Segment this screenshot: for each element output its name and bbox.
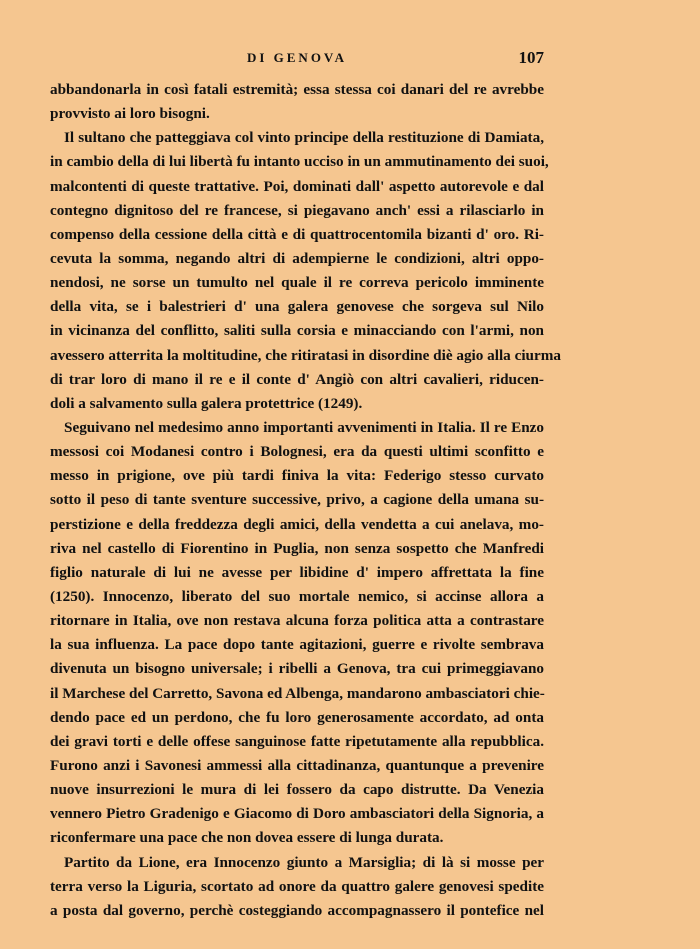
- text-line: di trar loro di mano il re e il conte d' Angiò con altri cavalieri, riducen-: [50, 370, 544, 388]
- text-line: provvisto ai loro bisogni.: [50, 105, 210, 123]
- text-line: Seguivano nel medesimo anno importanti avvenimenti in Italia. Il re Enzo: [64, 418, 544, 436]
- text-line: Furono anzi i Savonesi ammessi alla cittadinanza, quantunque a prevenire: [50, 756, 544, 774]
- paragraph: [50, 78, 544, 126]
- text-line: dendo pace ed un perdono, che fu loro generosamente accordato, ad onta: [50, 708, 544, 726]
- text-line: divenuta un bisogno universale; i ribelli a Genova, tra cui primeggiavano: [50, 660, 544, 678]
- text-line: riconfermare una pace che non dovea essere di lunga durata.: [50, 829, 444, 847]
- page-header: [50, 48, 544, 72]
- text-line: messo in prigione, ove più tardi finiva la vita: Federigo stesso curvato: [50, 467, 544, 485]
- text-line: (1250). Innocenzo, liberato del suo mortale nemico, si accinse allora a: [50, 587, 544, 605]
- text-line: dei gravi torti e delle offese sanguinose fatte ripetutamente alla repubblica.: [50, 732, 544, 750]
- text-line: nendosi, ne sorse un tumulto nel quale il re correva pericolo imminente: [50, 274, 544, 292]
- text-line: compenso della cessione della città e di quattrocentomila bizanti d' oro. Ri-: [50, 225, 544, 243]
- paragraph: [50, 126, 561, 416]
- text-line: terra verso la Liguria, scortato ad onore da quattro galere genovesi spedite: [50, 877, 544, 895]
- text-line: a posta dal governo, perchè costeggiando accompagnassero il pontefice nel: [50, 901, 544, 919]
- text-line: doli a salvamento sulla galera protettrice (1249).: [50, 394, 363, 412]
- body-text: [50, 78, 561, 923]
- text-line: perstizione e della freddezza degli amici, della vendetta a cui anelava, mo-: [50, 515, 544, 533]
- text-line: il Marchese del Carretto, Savona ed Albenga, mandarono ambasciatori chie-: [50, 684, 545, 702]
- text-line: della vita, se i balestrieri d' una galera genovese che sorgeva sul Nilo: [50, 298, 544, 316]
- paragraph: [50, 851, 544, 923]
- text-line: nuove insurrezioni le mura di lei fossero da capo distrutte. Da Venezia: [50, 781, 544, 799]
- text-line: in vicinanza del conflitto, saliti sulla corsia e minacciando con l'armi, non: [50, 322, 544, 340]
- text-line: cevuta la somma, negando altri di adempierne le condizioni, altri oppo-: [50, 249, 544, 267]
- text-line: ritornare in Italia, ove non restava alcuna forza politica atta a contrastare: [50, 612, 544, 630]
- text-line: sotto il peso di tante sventure successive, privo, a cagione della umana su-: [50, 491, 544, 509]
- text-line: abbandonarla in così fatali estremità; essa stessa coi danari del re avrebbe: [50, 81, 544, 98]
- text-line: contegno dignitoso del re francese, si piegavano anch' essi a rilasciarlo in: [50, 201, 544, 219]
- text-line: la sua influenza. La pace dopo tante agitazioni, guerre e rivolte sembrava: [50, 636, 544, 654]
- text-line: riva nel castello di Fiorentino in Puglia, non senza sospetto che Manfredi: [50, 539, 544, 557]
- text-line: Il sultano che patteggiava col vinto principe della restituzione di Damiata,: [64, 129, 544, 147]
- text-line: figlio naturale di lui ne avesse per libidine d' impero affrettata la fine: [50, 563, 544, 581]
- running-title: DI GENOVA: [246, 50, 348, 65]
- text-line: messosi coi Modanesi contro i Bolognesi, era da questi ultimi sconfitto e: [50, 443, 544, 461]
- text-line: malcontenti di queste trattative. Poi, dominati dall' aspetto autorevole e dal: [50, 177, 544, 195]
- text-line: Partito da Lione, era Innocenzo giunto a Marsiglia; di là si mosse per: [64, 853, 544, 871]
- paragraph: [50, 416, 544, 851]
- text-line: vennero Pietro Gradenigo e Giacomo di Doro ambasciatori della Signoria, a: [50, 805, 544, 823]
- text-line: avessero atterrita la moltitudine, che ritiratasi in disordine diè agio alla ciurma: [50, 346, 561, 364]
- text-line: in cambio della di lui libertà fu intanto ucciso in un ammutinamento dei suoi,: [50, 153, 549, 171]
- page-number: 107: [518, 48, 544, 67]
